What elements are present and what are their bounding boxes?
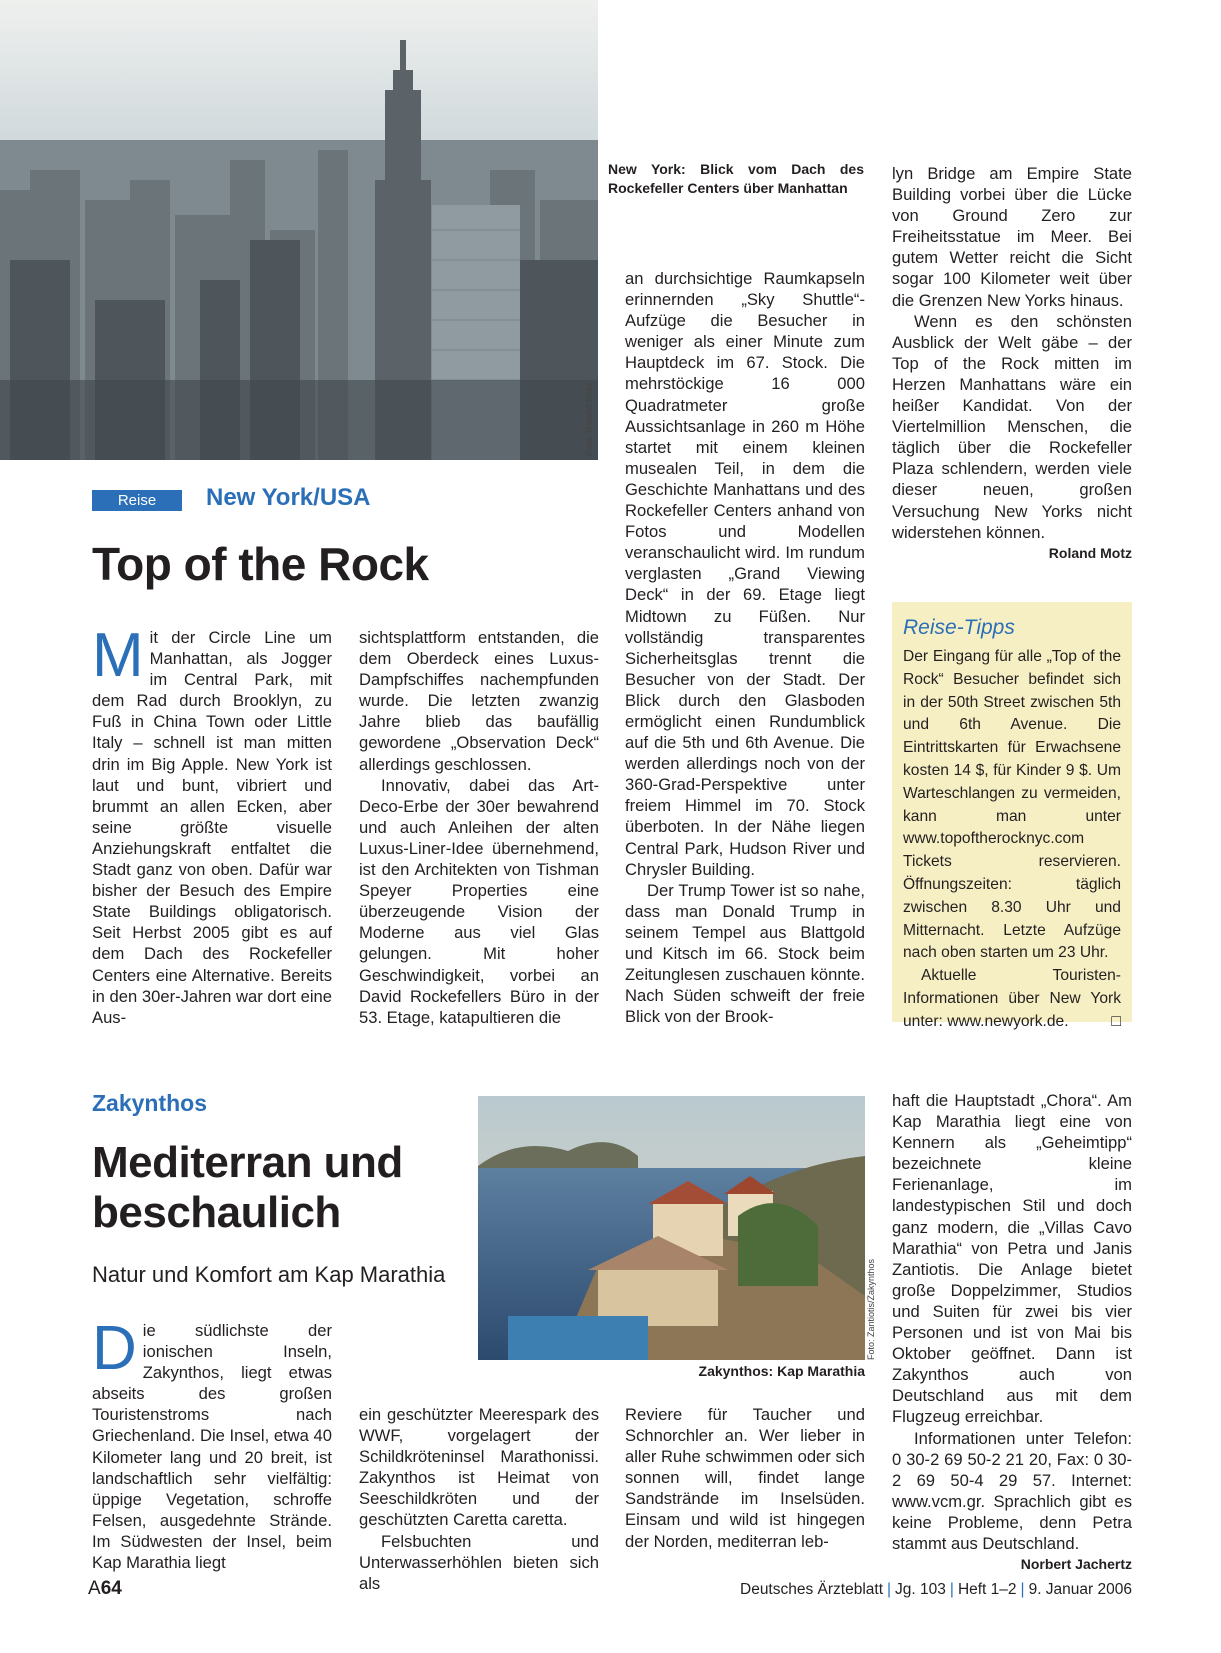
travel-tips-p1: Der Eingang für alle „Top of the Rock“ Besucher befindet sich in der 50th Street zwischen 5th und 6th Avenue. Die Eintrittskarten für Erwachsene kosten 14 $, für Kinder 9 $. Um Warteschlangen zu vermeiden, kann man unter www.topoftherocknyc.com Tickets reservieren. Öffnungszeiten: täglich zwischen 8.30 Uhr und Mitternacht. Letzte Aufzüge nach oben starten um 23 Uhr. (903, 648, 1121, 962)
footer-journal: Deutsches Ärzteblatt (740, 1581, 884, 1598)
footer-divider: | (1020, 1581, 1025, 1598)
article2-col2-p1: ein geschützter Meerespark des WWF, vorgelagert der Schildkröteninsel Marathonissi. Zakynthos ist Heimat von Seeschildkröten und der geschützten Caretta caretta. (359, 1405, 599, 1530)
article1-col2-p2: Innovativ, dabei das Art-Deco-Erbe der 30er bewahrend und auch Anleihen der alten Luxus-Liner-Idee übernehmend, ist den Architekten von Tishman Speyer Properties eine überzeugende Vision der Moderne aus viel Glas gelungen. Mit hoher Geschwindigkeit, vorbei an David Rockefellers Büro in der 53. Etage, katapultieren die (359, 775, 599, 1027)
article2-author: Norbert Jachertz (1020, 1556, 1132, 1573)
footer-journal-line (740, 1581, 1132, 1599)
footer-date: 9. Januar 2006 (1028, 1581, 1132, 1598)
end-mark-icon: □ (1111, 1012, 1121, 1030)
nyc-skyline-photo (0, 0, 598, 460)
article2-headline (92, 1138, 403, 1238)
article2-col4 (892, 1090, 1132, 1575)
article2-col4-p2: Informationen unter Telefon: 0 30-2 69 50-2 21 20, Fax: 0 30-2 69 50-4 29 57. Internet: www.vcm.gr. Sprachlich gibt es keine Probleme, denn Petra stammt aus Deutschland. (892, 1428, 1132, 1553)
article1-col1 (92, 621, 332, 1028)
article2-headline-line1: Mediterran und (92, 1138, 403, 1187)
travel-tips-box (892, 602, 1132, 1030)
section-label-text: Reise (117, 492, 157, 509)
article1-col4-p1: lyn Bridge am Empire State Building vorbei über die Lücke von Ground Zero zur Freiheitsstatue im Meer. Bei gutem Wetter reicht die Sicht sogar 100 Kilometer weit über die Grenzen New Yorks hinaus. (892, 164, 1132, 310)
article1-col1-text: it der Circle Line um Manhattan, als Jogger im Central Park, mit dem Rad durch Brooklyn, zu Fuß in China Town oder Little Italy – schnell ist man mitten drin im Big Apple. New York ist laut und bunt, vibriert und brummt an allen Ecken, aber seine größte visuelle Anziehungskraft entfaltet die Stadt ganz von oben. Dafür war bisher der Besuch des Empire State Buildings obligatorisch. Seit Herbst 2005 gibt es auf dem Dach des Rockefeller Centers eine Alternative. Bereits in den 30er-Jahren war dort eine Aus- (92, 628, 332, 1027)
article2-col1-text: ie südlichste der ionischen Inseln, Zakynthos, liegt etwas abseits des großen Touristenstroms nach Griechenland. Die Insel, etwa 40 Kilometer lang und 20 breit, ist landschaftlich sehr vielfältig: üppige Vegetation, schroffe Felsen, ausgedehnte Strände. Im Südwesten der Insel, beim Kap Marathia liegt (92, 1321, 332, 1573)
footer-volume: Jg. 103 (895, 1581, 946, 1598)
footer-issue: Heft 1–2 (957, 1581, 1017, 1598)
article1-col2-p1: sichtsplattform entstanden, die dem Oberdeck eines Luxus-Dampfschiffes nachempfunden wurde. Die letzten zwanzig Jahre blieb das baufällig gewordene „Observation Deck“ allerdings geschlossen. (359, 628, 599, 774)
dropcap: M (92, 621, 144, 690)
footer-divider: | (949, 1581, 954, 1598)
article1-col3-p2: Der Trump Tower ist so nahe, dass man Donald Trump in seinem Tempel aus Blattgold und Kitsch im 66. Stock beim Zeitunglesen zuschauen könnte. Nach Süden schweift der freie Blick von der Brook- (625, 880, 865, 1027)
photo-caption-zakynthos: Zakynthos: Kap Marathia (698, 1363, 865, 1379)
zakynthos-photo (478, 1096, 865, 1360)
article1-topline: New York/USA (206, 484, 371, 511)
article1-col4-p2: Wenn es den schönsten Ausblick der Welt gäbe – der Top of the Rock mitten im Herzen Manhattans wäre ein heißer Kandidat. Von der Viertelmillion Menschen, die täglich über die Rockefeller Plaza schlendern, werden viele dieser neuen, großen Versuchung New Yorks nicht widerstehen können. (892, 311, 1132, 542)
section-label (92, 490, 182, 511)
page-prefix: A (88, 1578, 101, 1599)
article2-col2-p2: Felsbuchten und Unterwasserhöhlen bieten sich als (359, 1531, 599, 1593)
article2-col3 (625, 1404, 865, 1552)
article2-headline-line2: beschaulich (92, 1188, 341, 1237)
travel-tips-p2: Aktuelle Touristen-Informationen über New York unter: www.newyork.de. (903, 967, 1121, 1030)
footer-divider: | (887, 1581, 892, 1598)
page-number (88, 1578, 122, 1600)
article2-col1 (92, 1314, 332, 1573)
article1-col3 (625, 268, 865, 1027)
article1-headline: Top of the Rock (92, 538, 429, 590)
photo-credit-nyc: Foto: Roland Motz (584, 382, 594, 456)
travel-tips-title: Reise-Tipps (903, 616, 1015, 639)
article2-topline: Zakynthos (92, 1090, 208, 1116)
photo-credit-zakynthos: Foto: Zantiotis/Zakynthos (866, 1258, 876, 1360)
article1-author: Roland Motz (1048, 544, 1132, 561)
article2-subhead: Natur und Komfort am Kap Marathia (92, 1262, 446, 1287)
article1-col2 (359, 627, 599, 1028)
article1-col4 (892, 163, 1132, 564)
article2-col4-p1: haft die Hauptstadt „Chora“. Am Kap Marathia liegt eine von Kennern als „Geheimtipp“ bezeichnete kleine Ferienanlage, im landestypischen Stil und doch ganz modern, die „Villas Cavo Marathia“ von Petra und Janis Zantiotis. Die Anlage bietet große Doppelzimmer, Studios und Suiten für zwei bis vier Personen und ist von Mai bis Oktober geöffnet. Dann ist Zakynthos auch von Deutschland aus mit dem Flugzeug erreichbar. (892, 1091, 1132, 1427)
photo-caption-nyc: New York: Blick vom Dach des Rockefeller Centers über Manhattan (608, 161, 864, 196)
page-number-value: 64 (100, 1578, 122, 1599)
dropcap: D (92, 1314, 137, 1383)
article2-col2 (359, 1404, 599, 1594)
article2-col3-text: Reviere für Taucher und Schnorchler an. Wer lieber in aller Ruhe schwimmen oder sich sonnen will, findet lange Sandstrände im Inselsüden. Einsam und wild ist hingegen der Norden, mediterran leb- (625, 1405, 865, 1551)
article1-col3-p1: an durchsichtige Raumkapseln erinnernden „Sky Shuttle“-Aufzüge die Besucher in weniger als einer Minute zum Hauptdeck im 67. Stock. Die mehrstöckige 16 000 Quadratmeter große Aussichtsanlage in 260 m Höhe startet mit einem kleinen musealen Teil, in dem die Geschichte Manhattans und des Rockefeller Centers anhand von Fotos und Modellen veranschaulicht wird. Im rundum verglasten „Grand Viewing Deck“ in der 69. Etage liegt Midtown zu Füßen. Nur vollständig transparentes Sicherheitsglas trennt die Besucher von der Stadt. Der Blick durch den Glasboden ermöglicht einen Rundumblick auf die 5th und 6th Avenue. Die werden allerdings noch von der 360-Grad-Perspektive unter freiem Himmel im 70. Stock überboten. In der Nähe liegen Central Park, Hudson River und Chrysler Building. (625, 269, 865, 879)
